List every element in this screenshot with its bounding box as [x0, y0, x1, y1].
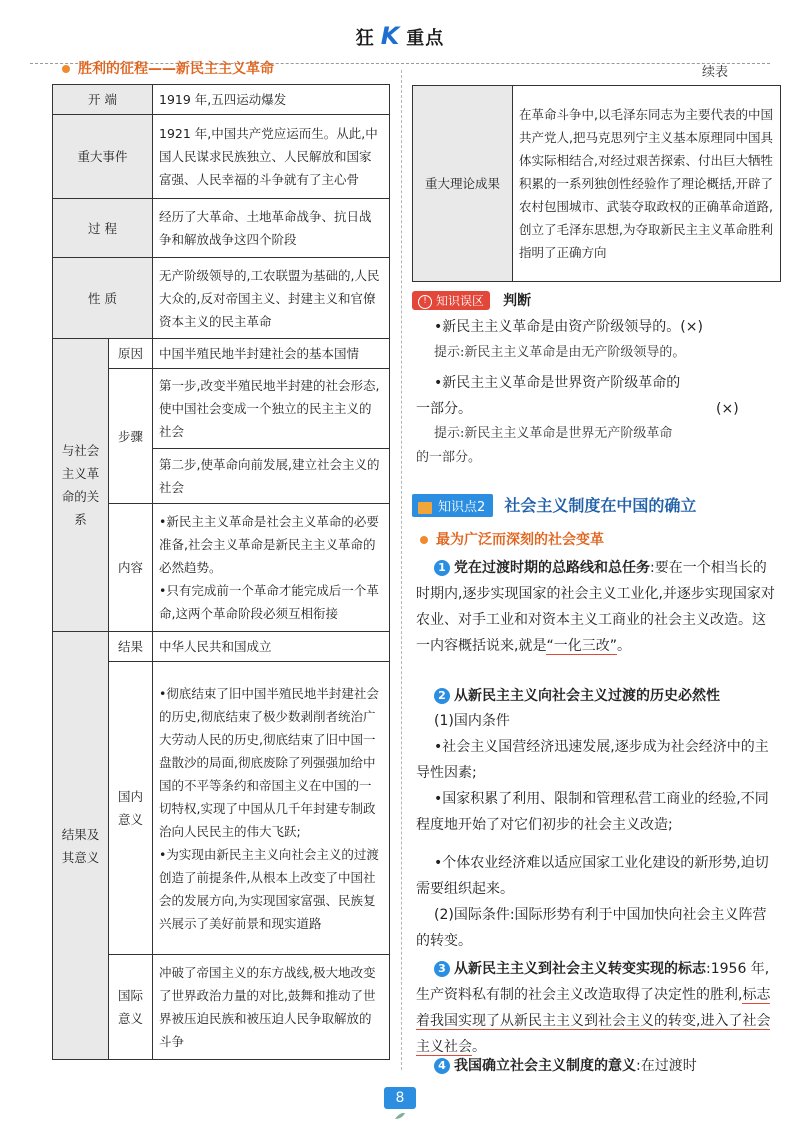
point-1-quote: “一化三改”: [546, 638, 617, 654]
sub-title: 最为广泛而深刻的社会变革: [420, 529, 604, 549]
theory-cell: 在革命斗争中,以毛泽东同志为主要代表的中国共产党人,把马克思列宁主义基本原理同中国具体实际相结合,对经过艰苦探索、付出巨大牺牲积累的一系列独创性经验作了理论概括,开辟了农村包围城市、武装夺取政权的正确革命道路,创立了毛泽东思想,为夺取新民主主义革命胜利指明了正确方向: [513, 86, 781, 282]
warning-icon: !: [418, 295, 432, 309]
knowledge-point-header: [412, 493, 696, 517]
brand-right: 重点: [406, 28, 445, 49]
start-cell: 1919 年,五四运动爆发: [153, 85, 390, 115]
hint-2a: 提示:新民主主义革命是世界无产阶级革命: [434, 426, 673, 441]
result-cell: 中华人民共和国成立: [153, 632, 390, 662]
content-item: •只有完成前一个革命才能完成后一个革命,这两个革命阶段必须互相衔接: [159, 583, 379, 621]
event-label: 重大事件: [53, 115, 153, 199]
content-cell: [153, 504, 390, 632]
relation-label: 与社会主义革命的关系: [53, 339, 109, 632]
condition-bullet-2: •国家积累了利用、限制和管理私营工商业的经验,不同程度地开始了对它们初步的社会主义改造;: [416, 791, 769, 833]
point-3-highlight: 主义到社会主义的转变,进入了社会主义社会: [416, 1013, 771, 1055]
hint-1: 提示:新民主主义革命是由无产阶级领导的。: [434, 345, 686, 360]
theory-label: 重大理论成果: [413, 86, 513, 282]
point-3-highlight: 标志着我国实现了从新民主: [416, 987, 771, 1029]
theory-table: [412, 85, 781, 282]
domestic-item: •彻底结束了旧中国半殖民地半封建社会的历史,彻底结束了极少数剥削者统治广大劳动人民的历史,彻底结束了旧中国一盘散沙的局面,彻底废除了列强强加给中国的不平等条约和帝国主义在中国的一切特权,实现了中国从几千年封建专制政治向人民民主的伟大飞跃;: [159, 685, 379, 839]
number-1-icon: 1: [434, 560, 450, 576]
nature-label: 性 质: [53, 258, 153, 339]
point-3-heading: 从新民主主义到社会主义转变实现的标志: [454, 961, 706, 977]
process-cell: 经历了大革命、土地革命战争、抗日战争和解放战争这四个阶段: [153, 199, 390, 258]
cause-label: 原因: [109, 339, 153, 369]
condition-bullet-1: •社会主义国营经济迅速发展,逐步成为社会经济中的主导性因素;: [416, 739, 769, 781]
question-2b: 一部分。: [416, 401, 472, 417]
point-2-heading: 2 从新民主主义向社会主义过渡的历史必然性: [434, 683, 780, 709]
misconception-header: [412, 290, 531, 310]
intl-label: 国际意义: [109, 955, 153, 1060]
point-1-text: :要在一个相当长的时期内,逐步实现国家的社会主义工业化,并逐步实现国家对农业、对手工业和对资本主义工商业的社会主义改造。这一内容概括说来,就是: [416, 560, 775, 654]
step1-cell: 第一步,改变半殖民地半封建的社会形态,使中国社会变成一个独立的民主主义的社会: [153, 369, 390, 449]
brand-k: K: [380, 22, 401, 50]
section-title: 胜利的征程——新民主主义革命: [62, 58, 274, 78]
condition-bullet-3: •个体农业经济难以适应国家工业化建设的新形势,迫切需要组织起来。: [416, 855, 769, 897]
result-label: 结果: [109, 632, 153, 662]
misconception-badge: ! 知识误区: [412, 291, 490, 310]
column-divider: [401, 70, 402, 1070]
bullet-dot-icon: [62, 65, 70, 73]
page-number: 8: [384, 1087, 416, 1109]
question-2-mark: (×): [716, 401, 739, 417]
judge-label: 判断: [503, 293, 532, 309]
leaf-icon: [394, 1112, 406, 1120]
knowledge-point-title: 社会主义制度在中国的确立: [504, 496, 697, 515]
point-1-heading: 党在过渡时期的总路线和总任务: [454, 560, 650, 576]
point-1: 1 党在过渡时期的总路线和总任务:要在一个相当长的时期内,逐步实现国家的社会主义工业化,并逐步实现国家对农业、对手工业和对资本主义工商业的社会主义改造。这一内容概括说来,就是“一化三改”。: [416, 560, 775, 654]
number-3-icon: 3: [434, 961, 450, 977]
hint-2b: 的一部分。: [416, 450, 482, 465]
question-2a: •新民主主义革命是世界资产阶级革命的: [434, 375, 681, 391]
book-icon: [418, 502, 432, 514]
number-4-icon: 4: [434, 1058, 450, 1074]
brand-logo: [0, 22, 800, 50]
intl-cell: 冲破了帝国主义的东方战线,极大地改变了世界政治力量的对比,鼓舞和推动了世界被压迫民族和被压迫人民争取解放的斗争: [153, 955, 390, 1060]
point-4-heading: 我国确立社会主义制度的意义: [454, 1058, 636, 1074]
process-label: 过 程: [53, 199, 153, 258]
result-significance-label: 结果及其意义: [53, 632, 109, 1060]
point-4: 4 我国确立社会主义制度的意义:在过渡时: [416, 1053, 782, 1079]
nature-cell: 无产阶级领导的,工农联盟为基础的,人民大众的,反对帝国主义、封建主义和官僚资本主义的民主革命: [153, 258, 390, 339]
bullet-dot-icon: [420, 536, 428, 544]
content-label: 内容: [109, 504, 153, 632]
domestic-cell: [153, 662, 390, 955]
knowledge-point-badge: 知识点2: [412, 494, 493, 517]
steps-label: 步骤: [109, 369, 153, 504]
international-condition: (2)国际条件:国际形势有利于中国加快向社会主义阵营的转变。: [416, 907, 767, 949]
continued-label: 续表: [702, 65, 729, 80]
cause-cell: 中国半殖民地半封建社会的基本国情: [153, 339, 390, 369]
event-cell: 1921 年,中国共产党应运而生。从此,中国人民谋求民族独立、人民解放和国家富强、人民幸福的斗争就有了主心骨: [153, 115, 390, 199]
point-3: 3 从新民主主义到社会主义转变实现的标志:1956 年,生产资料私有制的社会主义改造取得了决定性的胜利,标志着我国实现了从新民主主义到社会主义的转变,进入了社会主义社会。: [416, 961, 771, 1055]
domestic-item: •为实现由新民主主义向社会主义的过渡创造了前提条件,从根本上改变了中国社会的发展方向,为实现国家富强、民族复兴展示了美好前景和现实道路: [159, 846, 379, 931]
domestic-condition: (1)国内条件: [434, 713, 510, 729]
question-1: •新民主主义革命是由资产阶级领导的。(×): [434, 319, 703, 335]
step2-cell: 第二步,使革命向前发展,建立社会主义的社会: [153, 449, 390, 504]
content-item: •新民主主义革命是社会主义革命的必要准备,社会主义革命是新民主主义革命的必然趋势。: [159, 514, 379, 575]
start-label: 开 端: [53, 85, 153, 115]
domestic-label: 国内意义: [109, 662, 153, 955]
brand-left: 狂: [355, 28, 375, 49]
number-2-icon: 2: [434, 688, 450, 704]
revolution-table: [52, 84, 390, 1060]
